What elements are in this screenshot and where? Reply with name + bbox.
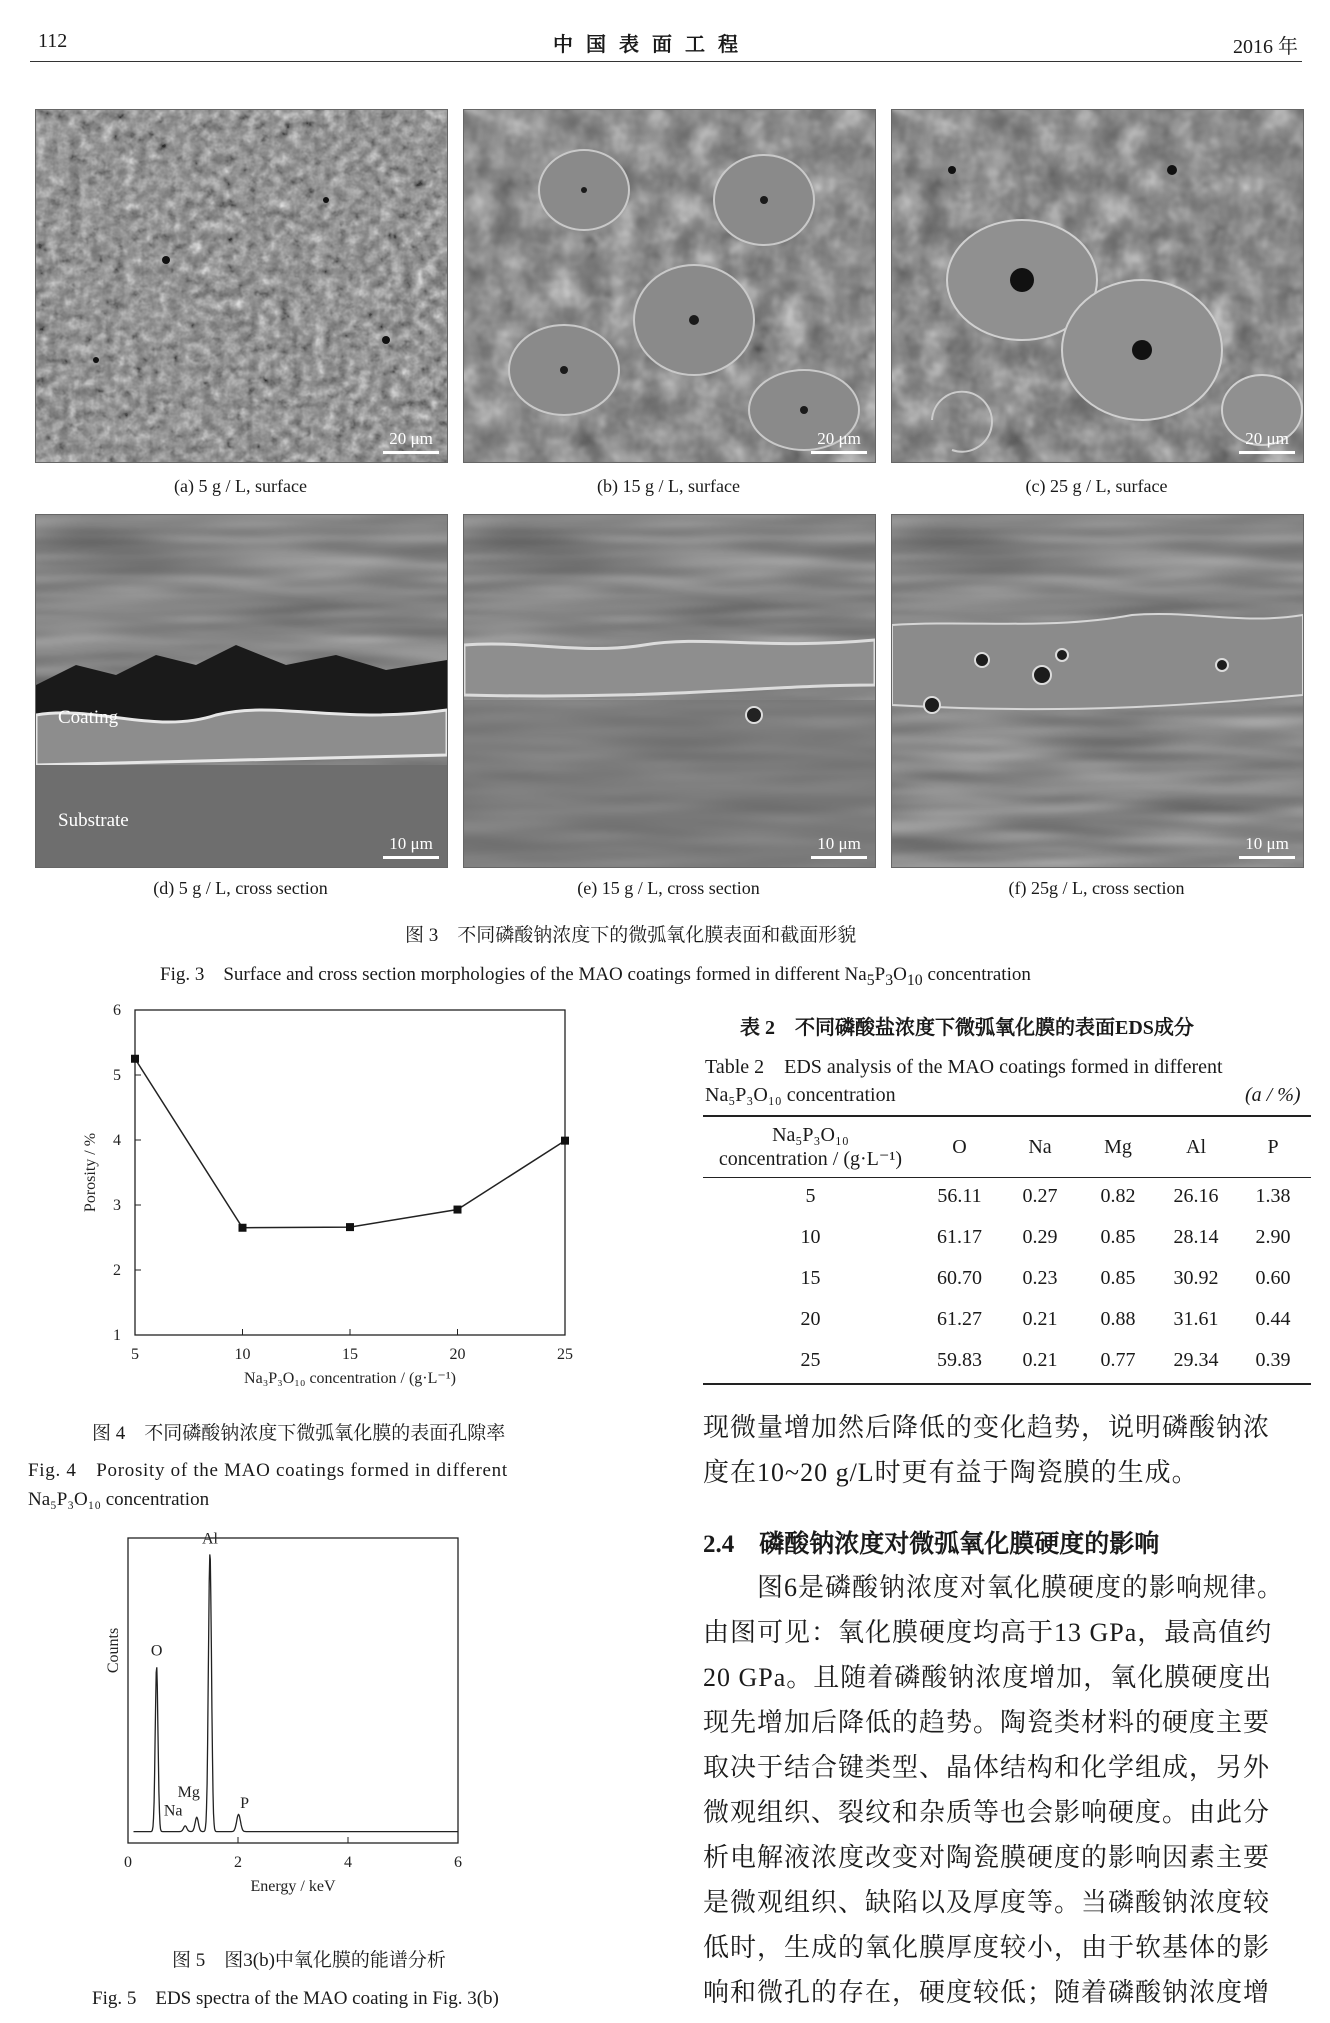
- section-heading: 2.4 磷酸钠浓度对微弧氧化膜硬度的影响: [703, 1531, 1160, 1558]
- x-tick-label: 2: [234, 1854, 242, 1871]
- fig4-caption-cn: 图 4 不同磷酸钠浓度下微弧氧化膜的表面孔隙率: [92, 1423, 506, 1444]
- formula-part: P: [874, 964, 886, 985]
- data-point: [454, 1206, 462, 1214]
- value-cell: 0.23: [1022, 1267, 1058, 1289]
- value-cell: 0.60: [1255, 1267, 1291, 1289]
- text-line: 是微观组织、缺陷以及厚度等。当磷酸钠浓度较: [703, 1888, 1271, 1917]
- value-cell: 0.27: [1022, 1185, 1058, 1207]
- subcaption-b: (b) 15 g / L, surface: [597, 476, 740, 496]
- data-point: [131, 1055, 139, 1063]
- subcaption-f: (f) 25g / L, cross section: [1008, 878, 1185, 898]
- subcaption-d: (d) 5 g / L, cross section: [153, 878, 328, 898]
- fig5-caption-en: Fig. 5 EDS spectra of the MAO coating in Fig. 3(b): [92, 1988, 499, 2009]
- value-cell: 0.82: [1100, 1185, 1136, 1207]
- value-cell: 0.21: [1022, 1349, 1058, 1371]
- sem-image-a: [35, 109, 448, 463]
- text-line: 取决于结合键类型、晶体结构和化学组成，另外: [703, 1753, 1271, 1782]
- caption-text: concentration: [922, 964, 1031, 985]
- sem-image-f: [891, 514, 1304, 868]
- value-cell: 29.34: [1173, 1349, 1219, 1371]
- label-substrate: Substrate: [58, 810, 129, 831]
- subscript: 5: [866, 971, 875, 989]
- value-cell: 0.88: [1100, 1308, 1136, 1330]
- subcaption-a: (a) 5 g / L, surface: [174, 476, 307, 496]
- data-point: [346, 1223, 354, 1231]
- fig3-caption-cn: 图 3 不同磷酸钠浓度下的微弧氧化膜表面和截面形貌: [405, 925, 857, 946]
- y-axis-label: Porosity / %: [82, 1132, 99, 1213]
- y-tick-label: 4: [113, 1132, 121, 1149]
- formula-part: O: [893, 964, 907, 985]
- y-tick-label: 5: [113, 1067, 121, 1084]
- x-tick-label: 20: [449, 1346, 466, 1363]
- x-tick-label: 4: [344, 1854, 352, 1871]
- fig4-caption-en-1: Fig. 4 Porosity of the MAO coatings formed in different: [28, 1460, 508, 1481]
- text-line: 由图可见：氧化膜硬度均高于13 GPa，最高值约: [703, 1618, 1273, 1647]
- text-line: 析电解液浓度改变对陶瓷膜硬度的影响因素主要: [703, 1843, 1271, 1872]
- table-row: [703, 1176, 1311, 1217]
- y-tick-label: 3: [113, 1197, 121, 1214]
- sem-image-b: [463, 109, 876, 463]
- journal-title: 中 国 表 面 工 程: [553, 34, 742, 56]
- header-rule: [30, 61, 1302, 62]
- header-line: concentration / (g·L⁻¹): [718, 1148, 903, 1170]
- value-cell: 28.14: [1173, 1226, 1219, 1248]
- header-cell: Na: [1028, 1135, 1052, 1158]
- text-line: 低时，生成的氧化膜厚度较小，由于软基体的影: [703, 1933, 1271, 1962]
- scale-bar: 20 μm: [1239, 429, 1295, 454]
- subcaption-e: (e) 15 g / L, cross section: [577, 878, 760, 898]
- fig5-caption-cn: 图 5 图3(b)中氧化膜的能谱分析: [172, 1950, 446, 1971]
- table-row: [703, 1340, 1311, 1381]
- table2-title-cn: 表 2 不同磷酸盐浓度下微弧氧化膜的表面EDS成分: [740, 1017, 1194, 1039]
- concentration-cell: 15: [800, 1267, 821, 1289]
- table-bottom-rule: [703, 1383, 1311, 1385]
- header-cell: O: [952, 1135, 967, 1158]
- value-cell: 2.90: [1255, 1226, 1291, 1248]
- x-tick-label: 5: [131, 1346, 139, 1363]
- y-tick-label: 6: [113, 1002, 121, 1019]
- scale-bar: 20 μm: [811, 429, 867, 454]
- value-cell: 0.29: [1022, 1226, 1058, 1248]
- concentration-cell: 10: [800, 1226, 821, 1248]
- peak-label: P: [240, 1794, 250, 1812]
- value-cell: 60.70: [937, 1267, 982, 1289]
- eds-table: [703, 1118, 1311, 1381]
- sem-image-e: [463, 514, 876, 868]
- concentration-cell: 20: [800, 1308, 821, 1330]
- text-line: 响和微孔的存在，硬度较低；随着磷酸钠浓度增: [703, 1978, 1271, 2007]
- subcaption-c: (c) 25 g / L, surface: [1025, 476, 1168, 496]
- scale-bar: 20 μm: [383, 429, 439, 454]
- value-cell: 0.85: [1100, 1267, 1136, 1289]
- scale-bar: 10 μm: [383, 834, 439, 859]
- y-tick-label: 1: [113, 1327, 121, 1344]
- value-cell: 31.61: [1173, 1308, 1219, 1330]
- concentration-cell: 5: [805, 1185, 816, 1207]
- table-row: [703, 1217, 1311, 1258]
- value-cell: 0.77: [1100, 1349, 1136, 1371]
- eds-spectrum-chart: [90, 1530, 580, 1930]
- header-concentration: [703, 1118, 918, 1176]
- text-line: 现先增加后降低的趋势。陶瓷类材料的硬度主要: [703, 1708, 1271, 1737]
- value-cell: 0.85: [1100, 1226, 1136, 1248]
- header-line: Na₅P₃O₁₀: [772, 1124, 849, 1146]
- data-point: [561, 1137, 569, 1145]
- text-line: 微观组织、裂纹和杂质等也会影响硬度。由此分: [703, 1798, 1271, 1827]
- table2-unit: (a / %): [1245, 1084, 1301, 1106]
- label-coating: Coating: [58, 707, 119, 728]
- peak-label: Na: [163, 1802, 183, 1820]
- table-top-rule: [703, 1115, 1311, 1117]
- text-line: 20 GPa。且随着磷酸钠浓度增加，氧化膜硬度出: [703, 1663, 1273, 1692]
- value-cell: 1.38: [1255, 1185, 1291, 1207]
- peak-label: Al: [201, 1530, 218, 1548]
- value-cell: 0.44: [1255, 1308, 1291, 1330]
- y-tick-label: 2: [113, 1262, 121, 1279]
- paragraph-1: [703, 1405, 1270, 1495]
- table2-title-en-2: Na₅P₃O₁₀ concentration: [705, 1084, 896, 1106]
- subscript: 3: [885, 971, 894, 989]
- fig3-caption-en: [160, 959, 1031, 990]
- x-tick-label: 0: [124, 1854, 132, 1871]
- table-row: [703, 1299, 1311, 1340]
- page-number: 112: [38, 30, 68, 52]
- porosity-chart: [70, 995, 590, 1400]
- table2-title-en-1: Table 2 EDS analysis of the MAO coatings formed in different: [705, 1056, 1223, 1078]
- value-cell: 26.16: [1173, 1185, 1219, 1207]
- header-cell: Mg: [1104, 1135, 1132, 1158]
- value-cell: 56.11: [937, 1185, 982, 1207]
- header-cell: Al: [1186, 1135, 1206, 1158]
- text-line: 度在10~20 g/L时更有益于陶瓷膜的生成。: [703, 1458, 1199, 1487]
- data-point: [239, 1224, 247, 1232]
- value-cell: 61.17: [937, 1226, 982, 1248]
- sem-image-d: [35, 514, 448, 868]
- text-line: 现微量增加然后降低的变化趋势，说明磷酸钠浓: [703, 1413, 1271, 1442]
- table-row: [703, 1258, 1311, 1299]
- plot-frame: [135, 1010, 565, 1335]
- value-cell: 0.39: [1255, 1349, 1291, 1371]
- concentration-cell: 25: [800, 1349, 821, 1371]
- header-cell: P: [1267, 1135, 1279, 1158]
- value-cell: 59.83: [937, 1349, 982, 1371]
- peak-label: Mg: [177, 1783, 200, 1801]
- x-axis-label: Energy / keV: [250, 1878, 336, 1895]
- fig4-caption-en-2: Na₅P₃O₁₀ concentration: [28, 1489, 210, 1510]
- value-cell: 30.92: [1173, 1267, 1219, 1289]
- scale-bar: 10 μm: [1239, 834, 1295, 859]
- series-line: [135, 1059, 565, 1228]
- paragraph-2: [703, 1565, 1284, 2015]
- sem-image-c: [891, 109, 1304, 463]
- x-tick-label: 25: [557, 1346, 573, 1363]
- caption-text: Fig. 3 Surface and cross section morphologies of the MAO coatings formed in different Na: [160, 964, 867, 985]
- peak-label: O: [150, 1642, 163, 1660]
- x-tick-label: 15: [342, 1346, 358, 1363]
- subscript: 10: [906, 971, 923, 989]
- text-line: 图6是磷酸钠浓度对氧化膜硬度的影响规律。: [703, 1573, 1285, 1602]
- x-tick-label: 6: [454, 1854, 462, 1871]
- x-axis-label: Na₃P₃O₁₀ concentration / (g·L⁻¹): [244, 1370, 456, 1387]
- table-header-row: [703, 1118, 1311, 1176]
- scale-bar: 10 μm: [811, 834, 867, 859]
- value-cell: 0.21: [1022, 1308, 1058, 1330]
- y-axis-label: Counts: [105, 1627, 122, 1674]
- x-tick-label: 10: [234, 1346, 251, 1363]
- value-cell: 61.27: [937, 1308, 982, 1330]
- year: 2016 年: [1233, 36, 1298, 58]
